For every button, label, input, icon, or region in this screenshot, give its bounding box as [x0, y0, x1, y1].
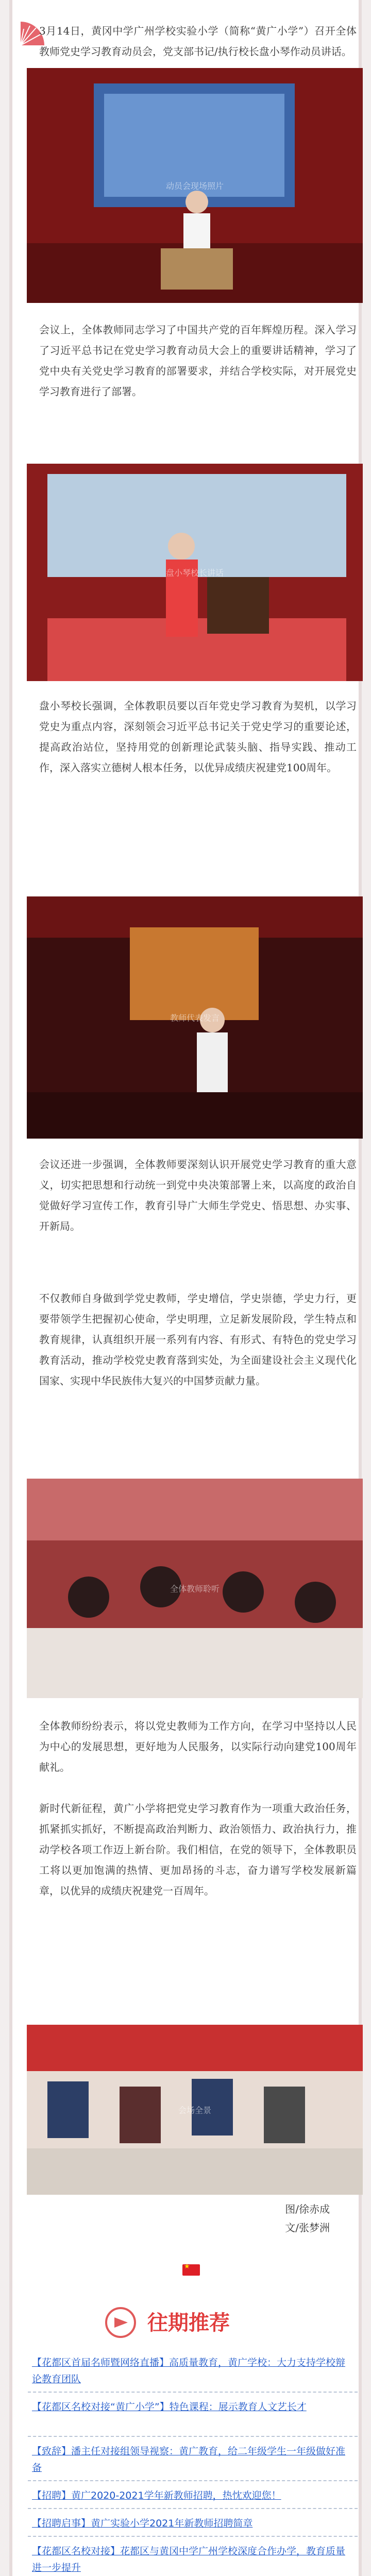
photo-caption: 全体教师聆听 — [170, 1584, 220, 1594]
link-item[interactable]: 【花都区名校对接“黄广小学”】特色课程：展示教育人文艺长才 — [32, 2401, 307, 2413]
link-item[interactable]: 【花都区名校对接】花都区与黄冈中学广州学校深度合作办学，教育质量进一步提升 — [32, 2546, 346, 2573]
recommend-title: 往期推荐 — [147, 2311, 230, 2335]
divider — [28, 2508, 358, 2509]
recommend-banner-icon — [28, 2302, 364, 2343]
meeting-photo-3 — [27, 896, 363, 1139]
paragraph-3: 盘小琴校长强调，全体教职员要以百年党史学习教育为契机，以学习党史为重点内容，深刻领会习近平总书记关于党史学习的重要论述，提高政治站位，坚持用党的创新理论武装头脑、指导实践、推动工作，深入落实立德树人根本任务，以优异成绩庆祝建党100周年。 — [39, 700, 357, 774]
recommend-header — [28, 2302, 364, 2343]
paragraph-7: 新时代新征程，黄广小学将把党史学习教育作为一项重大政治任务，抓紧抓实抓好，不断提高政治判断力、政治领悟力、政治执行力，推动学校各项工作迈上新台阶。我们相信，在党的领导下，全体教职员工将以更加饱满的热情、更加昂扬的斗志，奋力谱写学校发展新篇章，以优异的成绩庆祝建党一百周年。 — [39, 1802, 357, 1897]
intro-paragraph: 3月14日，黄冈中学广州学校实验小学（简称“黄广小学”）召开全体教师党史学习教育动员会，党支部书记/执行校长盘小琴作动员讲话。 — [39, 25, 357, 58]
meeting-photo-4 — [27, 1479, 363, 1698]
divider — [28, 2480, 358, 2481]
divider — [28, 2392, 358, 2393]
meeting-photo-1 — [27, 68, 363, 303]
link-item[interactable]: 【招聘】黄广2020-2021学年新教师招聘，热忱欢迎您！ — [32, 2490, 281, 2501]
paragraph-2: 会议上，全体教师同志学习了中国共产党的百年辉煌历程。深入学习了习近平总书记在党史学习教育动员大会上的重要讲话精神，学习了党中央有关党史学习教育的部署要求，并结合学校实际，对开展党史学习教育进行了部署。 — [39, 324, 357, 398]
divider — [28, 2536, 358, 2537]
link-item[interactable]: 【花都区首届名师暨网络直播】高质量教育，黄广学校：大力支持学校辩论教育团队 — [32, 2357, 346, 2385]
link-item[interactable]: 【致辞】潘主任对接组领导视察：黄广教育，给二年级学生一年级做好准备 — [32, 2446, 346, 2473]
paragraph-5: 不仅教师自身做到学党史教师，学史增信，学史崇德，学史力行，更要带领学生把握初心使命，学史明理，立足新发展阶段，学生特点和教育规律，认真组织开展一系列有内容、有形式、有特色的党史学习教育活动，推动学校党史教育落到实处，为全面建设社会主义现代化国家、实现中华民族伟大复兴的中国梦贡献力量。 — [39, 1292, 357, 1387]
meeting-photo-2 — [27, 464, 363, 681]
meeting-photo-5 — [27, 2025, 363, 2195]
photo-caption: 教师代表发言 — [170, 1013, 220, 1023]
link-item[interactable]: 【招聘启事】黄广实验小学2021年新教师招聘简章 — [32, 2518, 253, 2529]
article-frame — [9, 0, 362, 2576]
divider — [28, 2436, 358, 2437]
paragraph-4: 会议还进一步强调，全体教师要深刻认识开展党史学习教育的重大意义，切实把思想和行动统一到党中央决策部署上来，以高度的政治自觉做好学习宣传工作，教育引导广大师生学党史、悟思想、办实事、开新局。 — [39, 1158, 357, 1232]
photo-caption: 盘小琴校长讲话 — [165, 568, 224, 578]
photo-credit: 图/徐赤成 — [285, 2203, 330, 2215]
text-credit: 文/张梦洲 — [285, 2222, 330, 2234]
paragraph-6: 全体教师纷纷表示，将以党史教师为工作方向，在学习中坚持以人民为中心的发展思想，更好地为人民服务，以实际行动向建党100周年献礼。 — [39, 1720, 357, 1773]
photo-caption: 会场全景 — [178, 2105, 212, 2115]
photo-caption: 动员会现场照片 — [165, 181, 224, 191]
flag-icon — [182, 2264, 200, 2276]
